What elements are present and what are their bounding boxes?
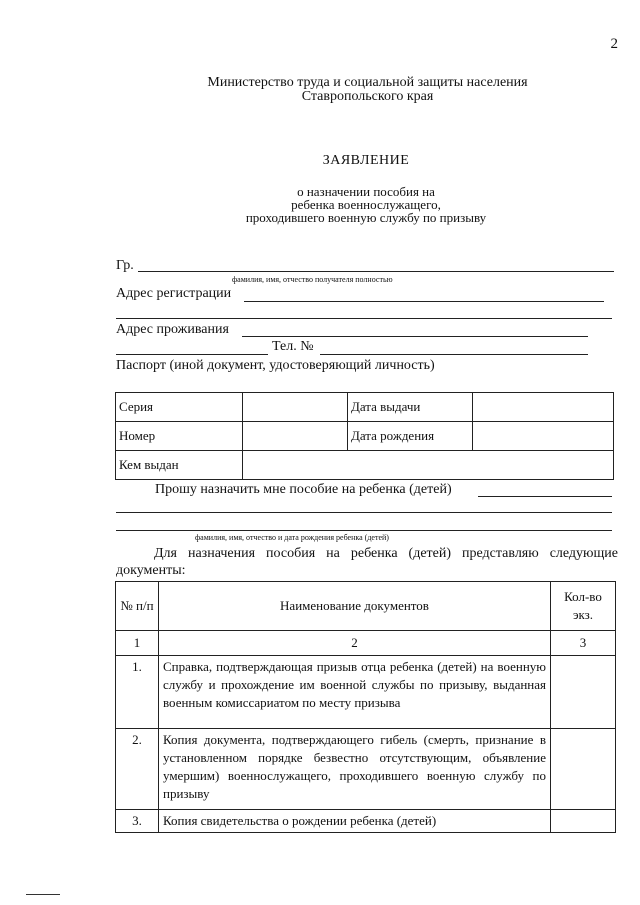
- series-field[interactable]: [243, 393, 348, 422]
- documents-table-index-row: [116, 631, 616, 656]
- document-subject: [0, 185, 640, 224]
- series-label: Серия: [116, 393, 243, 422]
- registration-address-label: Адрес регистрации: [116, 286, 232, 301]
- citizen-name-field[interactable]: [138, 271, 614, 272]
- passport-row-2: [116, 422, 614, 451]
- registration-address-field[interactable]: [244, 301, 604, 302]
- subject-line-3: проходившего военную службу по призыву: [245, 210, 487, 225]
- page-number: 2: [610, 36, 618, 52]
- phone-field[interactable]: [320, 354, 588, 355]
- row-quantity-field[interactable]: [551, 810, 616, 833]
- number-label: Номер: [116, 422, 243, 451]
- passport-row-3: [116, 451, 614, 480]
- issue-date-field[interactable]: [473, 393, 614, 422]
- issue-date-label: Дата выдачи: [348, 393, 473, 422]
- child-name-field-line-3[interactable]: [116, 530, 612, 531]
- table-row: [116, 656, 616, 729]
- residence-address-label: Адрес проживания: [116, 322, 229, 337]
- residence-address-field[interactable]: [242, 336, 588, 337]
- passport-label: Паспорт (иной документ, удостоверяющий личность): [116, 358, 435, 373]
- birth-date-label: Дата рождения: [348, 422, 473, 451]
- documents-table: [115, 581, 616, 833]
- child-name-field[interactable]: [478, 496, 612, 497]
- citizen-name-caption: фамилия, имя, отчество получателя полностью: [232, 275, 393, 284]
- row-document-name: Копия свидетельства о рождении ребенка (детей): [159, 810, 551, 833]
- documents-intro: [116, 545, 618, 579]
- citizen-label: Гр.: [116, 258, 134, 273]
- table-row: [116, 810, 616, 833]
- passport-table: [115, 392, 614, 480]
- documents-intro-text: Для назначения пособия на ребенка (детей) представляю следующие документы:: [116, 546, 618, 578]
- col-name-header: Наименование документов: [159, 582, 551, 631]
- scan-mark: [26, 894, 60, 895]
- child-name-field-line-2[interactable]: [116, 512, 612, 513]
- passport-row-1: [116, 393, 614, 422]
- registration-address-field-line-2[interactable]: [116, 318, 612, 319]
- issued-by-label: Кем выдан: [116, 451, 243, 480]
- birth-date-field[interactable]: [473, 422, 614, 451]
- child-name-caption: фамилия, имя, отчество и дата рождения ребенка (детей): [195, 533, 389, 542]
- col-index-1: 1: [116, 631, 159, 656]
- col-qty-header: Кол-во экз.: [551, 582, 616, 631]
- row-number: 3.: [116, 810, 159, 833]
- row-document-name: Копия документа, подтверждающего гибель (смерть, признание в установленном порядке безвестно отсутствующим, объявление умершим) военнослужащего, проходившего военную службу по призыву: [159, 729, 551, 810]
- subject-line-2: ребенка военнослужащего,: [291, 197, 441, 212]
- col-index-2: 2: [159, 631, 551, 656]
- row-number: 1.: [116, 656, 159, 729]
- subject-line-1: о назначении пособия на: [297, 184, 435, 199]
- issued-by-field[interactable]: [243, 451, 614, 480]
- row-number: 2.: [116, 729, 159, 810]
- row-document-name: Справка, подтверждающая призыв отца ребенка (детей) на военную службу и прохождение им военной службы по призыву, выданная военным комиссариатом по месту призыва: [159, 656, 551, 729]
- phone-label: Тел. №: [272, 339, 314, 354]
- ministry-line-1: Министерство труда и социальной защиты населения: [207, 75, 528, 90]
- col-number-header: № п/п: [116, 582, 159, 631]
- row-quantity-field[interactable]: [551, 729, 616, 810]
- table-row: [116, 729, 616, 810]
- ministry-line-2: Ставропольского края: [301, 89, 434, 104]
- row-quantity-field[interactable]: [551, 656, 616, 729]
- col-index-3: 3: [551, 631, 616, 656]
- documents-table-header: [116, 582, 616, 631]
- document-title: ЗАЯВЛЕНИЕ: [322, 153, 410, 168]
- number-field[interactable]: [243, 422, 348, 451]
- request-text: Прошу назначить мне пособие на ребенка (детей): [155, 482, 452, 497]
- residence-address-field-line-2[interactable]: [116, 354, 268, 355]
- ministry-header: [0, 76, 640, 104]
